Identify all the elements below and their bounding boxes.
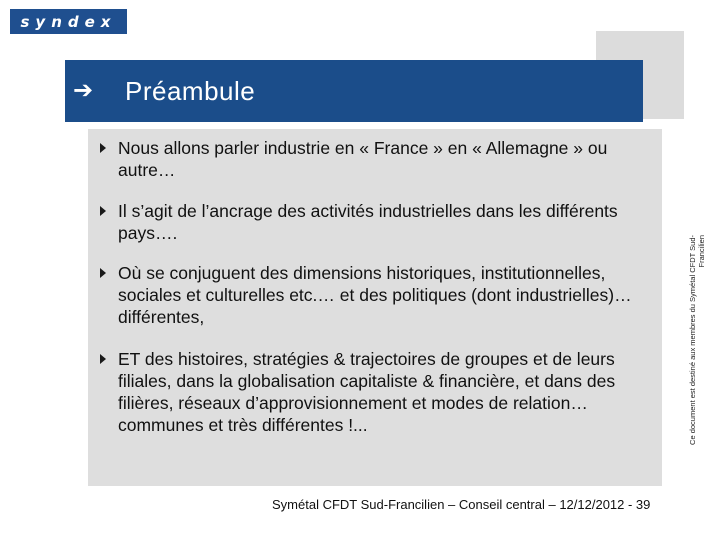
bullet-text: Nous allons parler industrie en « France » en « Allemagne » ou autre… xyxy=(118,138,608,180)
side-disclaimer: Ce document est destiné aux membres du Symétal CFDT Sud-Francilien xyxy=(688,235,706,445)
bullet-text: Où se conjuguent des dimensions historiques, institutionnelles, sociales et culturelles etc.… et des politiques (dont industrielles)… différentes, xyxy=(118,263,632,327)
triangle-bullet-icon xyxy=(100,354,106,364)
bullet-item xyxy=(100,200,654,244)
triangle-bullet-icon xyxy=(100,143,106,153)
bullet-text: Il s’agit de l’ancrage des activités industrielles dans les différents pays…. xyxy=(118,201,618,243)
slide-title: Préambule xyxy=(125,76,256,106)
syndex-logo xyxy=(10,9,127,34)
title-bar xyxy=(65,60,643,122)
triangle-bullet-icon xyxy=(100,268,106,278)
arrow-right-icon: ➔ xyxy=(73,76,94,104)
content-panel xyxy=(88,129,662,486)
bullet-text: ET des histoires, stratégies & trajectoires de groupes et de leurs filiales, dans la globalisation capitaliste & financière, et dans des filières, réseaux d’approvisionnement et modes de relation… communes et très différentes !... xyxy=(118,349,616,435)
triangle-bullet-icon xyxy=(100,206,106,216)
bullet-item xyxy=(100,137,654,181)
bullet-item xyxy=(100,348,654,436)
logo-text: syndex xyxy=(20,12,117,31)
slide-footer: Symétal CFDT Sud-Francilien – Conseil central – 12/12/2012 - 39 xyxy=(272,497,651,512)
bullet-item xyxy=(100,262,654,328)
